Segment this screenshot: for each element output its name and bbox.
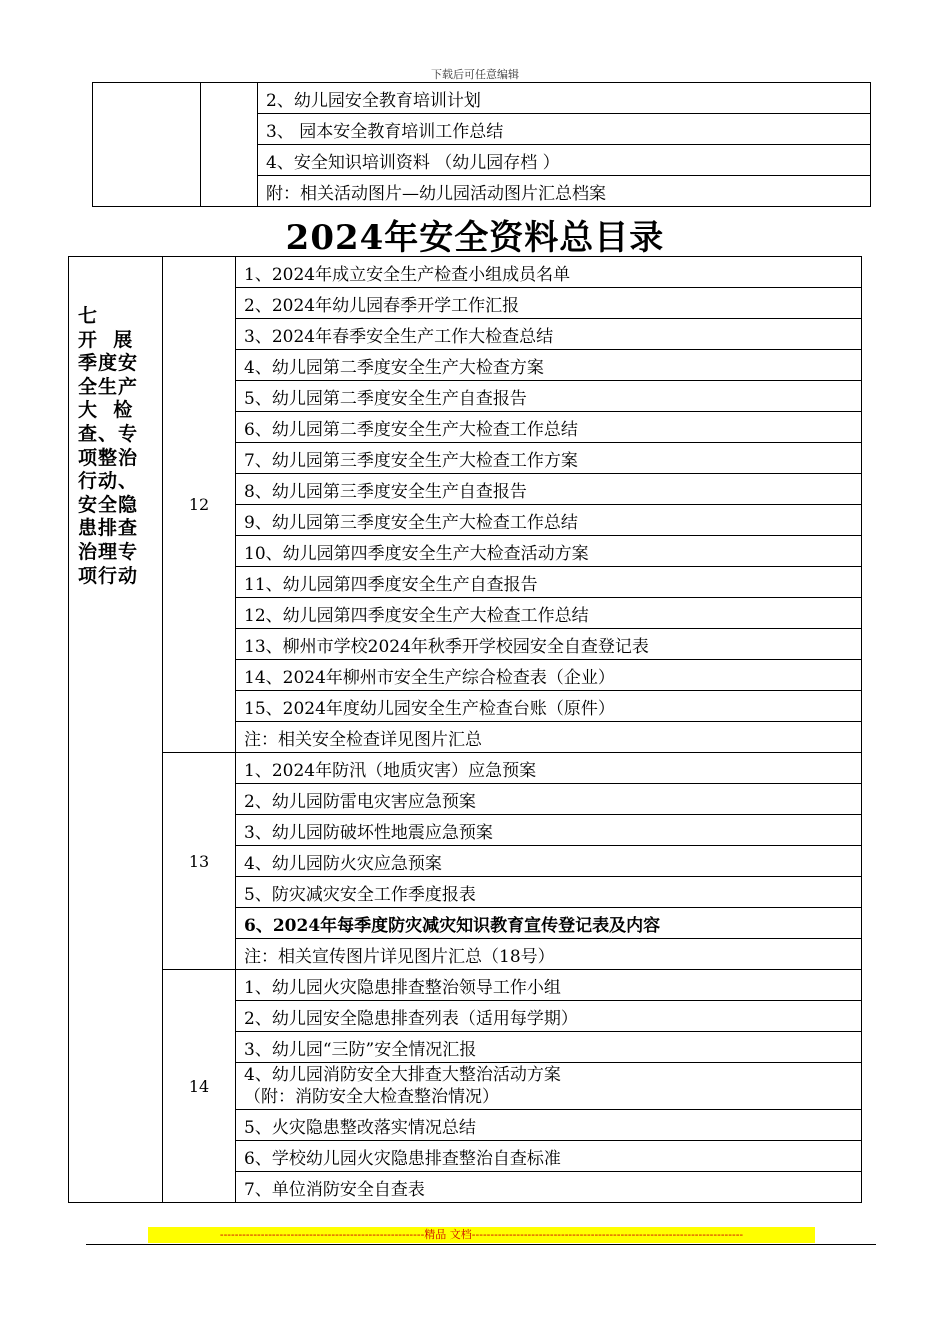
list-item: 1、2024年成立安全生产检查小组成员名单 (236, 257, 862, 288)
list-item: 6、幼儿园第二季度安全生产大检查工作总结 (236, 412, 862, 443)
list-item: 3、2024年春季安全生产工作大检查总结 (236, 319, 862, 350)
list-item: 1、幼儿园火灾隐患排查整治领导工作小组 (236, 970, 862, 1001)
list-item: 5、幼儿园第二季度安全生产自查报告 (236, 381, 862, 412)
group-number: 12 (163, 257, 236, 753)
category-line: 患排查 (78, 517, 139, 540)
top-number-cell (201, 83, 258, 207)
list-item: 8、幼儿园第三季度安全生产自查报告 (236, 474, 862, 505)
category-line: 全生产 (78, 375, 139, 398)
list-item: 11、幼儿园第四季度安全生产自查报告 (236, 567, 862, 598)
category-cell (69, 257, 163, 1203)
list-item: 1、2024年防汛（地质灾害）应急预案 (236, 753, 862, 784)
category-line: 治理专 (78, 540, 139, 563)
list-item: 12、幼儿园第四季度安全生产大检查工作总结 (236, 598, 862, 629)
list-item: 7、幼儿园第三季度安全生产大检查工作方案 (236, 443, 862, 474)
footer-divider (86, 1244, 876, 1245)
top-table-item: 3、 园本安全教育培训工作总结 (258, 114, 871, 145)
list-item: 9、幼儿园第三季度安全生产大检查工作总结 (236, 505, 862, 536)
category-line: 安全隐 (78, 493, 139, 516)
category-line: 大 检 (78, 399, 134, 422)
list-item: 10、幼儿园第四季度安全生产大检查活动方案 (236, 536, 862, 567)
table-row (69, 753, 862, 784)
main-table (68, 256, 862, 1203)
top-table-item: 附：相关活动图片—幼儿园活动图片汇总档案 (258, 176, 871, 207)
category-line: 七 (78, 305, 99, 327)
category-line: 查、专 (78, 422, 139, 445)
category-line: 项整治 (78, 446, 139, 469)
top-table-item: 4、安全知识培训资料 （幼儿园存档 ） (258, 145, 871, 176)
list-item: 2、2024年幼儿园春季开学工作汇报 (236, 288, 862, 319)
header-note: 下载后可任意编辑 (431, 68, 519, 81)
list-item: 2、幼儿园防雷电灾害应急预案 (236, 784, 862, 815)
list-item: 3、幼儿园防破坏性地震应急预案 (236, 815, 862, 846)
list-item: 5、防灾减灾安全工作季度报表 (236, 877, 862, 908)
list-item: 13、柳州市学校2024年秋季开学校园安全自查登记表 (236, 629, 862, 660)
list-item: 6、2024年每季度防灾减灾知识教育宣传登记表及内容 (236, 908, 862, 939)
page-title: 2024年安全资料总目录 (285, 218, 665, 258)
top-table (92, 82, 871, 207)
table-row (69, 970, 862, 1001)
list-item: 4、幼儿园消防安全大排查大整治活动方案 （附：消防安全大检查整治情况） (236, 1063, 862, 1110)
group-number: 14 (163, 970, 236, 1203)
list-item: 6、学校幼儿园火灾隐患排查整治自查标准 (236, 1141, 862, 1172)
list-item: 3、幼儿园“三防”安全情况汇报 (236, 1032, 862, 1063)
group-number: 13 (163, 753, 236, 970)
list-item: 7、单位消防安全自查表 (236, 1172, 862, 1203)
list-item: 注：相关宣传图片详见图片汇总（18号） (236, 939, 862, 970)
list-item: 注：相关安全检查详见图片汇总 (236, 722, 862, 753)
top-table-item: 2、幼儿园安全教育培训计划 (258, 83, 871, 114)
category-line: 季度安 (78, 352, 139, 375)
top-table-row (93, 83, 871, 114)
list-item: 2、幼儿园安全隐患排查列表（适用每学期） (236, 1001, 862, 1032)
category-line: 开 展 (78, 328, 134, 351)
list-item: 4、幼儿园第二季度安全生产大检查方案 (236, 350, 862, 381)
list-item: 5、火灾隐患整改落实情况总结 (236, 1110, 862, 1141)
category-line: 行动、 (78, 470, 139, 493)
list-item: 4、幼儿园防火灾应急预案 (236, 846, 862, 877)
list-item: 14、2024年柳州市安全生产综合检查表（企业） (236, 660, 862, 691)
table-row (69, 257, 862, 288)
category-line: 项行动 (78, 564, 139, 587)
list-item: 15、2024年度幼儿园安全生产检查台账（原件） (236, 691, 862, 722)
footer-banner: -------------------------------------------------------精品 文档------------------------------------------------------------------------- (148, 1227, 815, 1243)
top-category-cell (93, 83, 201, 207)
